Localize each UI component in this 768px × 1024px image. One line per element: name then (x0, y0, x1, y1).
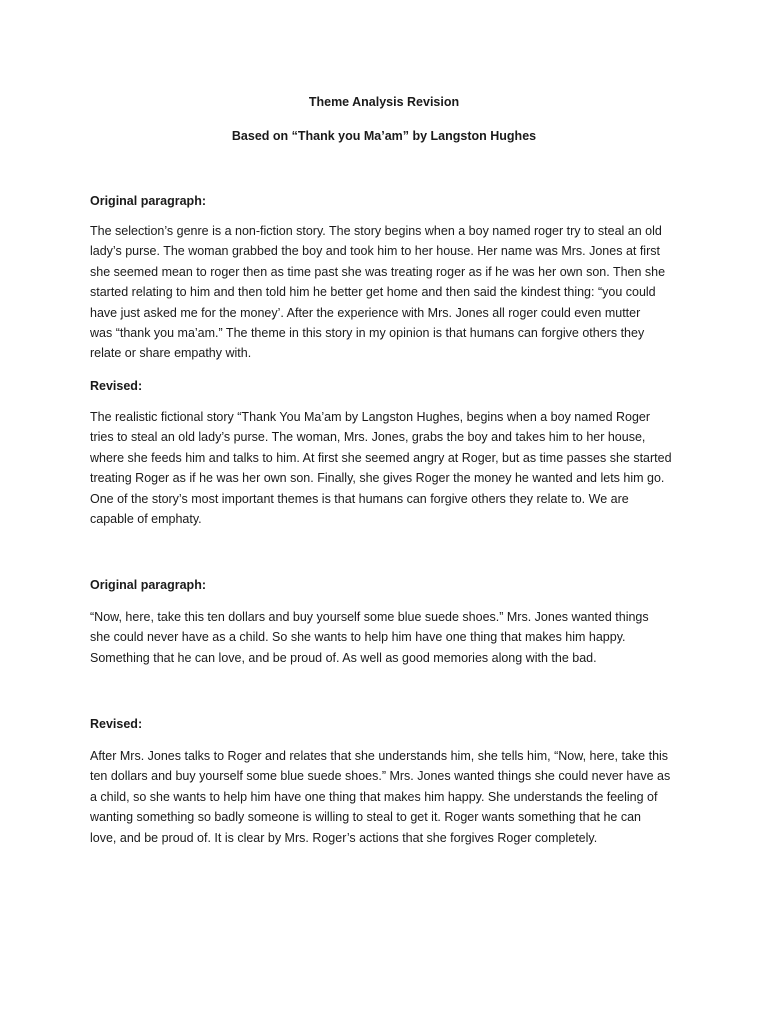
paragraph-line: wanting something so badly someone is willing to steal to get it. Roger wants something that he can (90, 810, 642, 825)
paragraph-line: love, and be proud of. It is clear by Mrs. Roger’s actions that she forgives Roger completely. (90, 830, 598, 845)
paragraph-revised-2 (90, 746, 690, 848)
paragraph-line: relate or share empathy with. (90, 346, 252, 361)
paragraph-line: started relating to him and then told him he better get home and then said the kindest thing: “you could (90, 285, 656, 300)
paragraph-line: After Mrs. Jones talks to Roger and relates that she understands him, she tells him, “Now, here, take this (90, 749, 669, 763)
paragraph-line: “Now, here, take this ten dollars and buy yourself some blue suede shoes.” Mrs. Jones wanted things (90, 610, 649, 624)
paragraph-line: lady’s purse. The woman grabbed the boy and took him to her house. Her name was Mrs. Jones at first (90, 244, 660, 259)
paragraph-line: Something that he can love, and be proud of. As well as good memories along with the bad. (90, 650, 597, 665)
paragraph-original-1 (90, 221, 690, 364)
section-heading-revised-2: Revised: (90, 717, 143, 731)
paragraph-line: tries to steal an old lady’s purse. The woman, Mrs. Jones, grabs the boy and takes him to her house, (90, 430, 646, 445)
paragraph-line: she could never have as a child. So she wants to help him have one thing that makes him happy. (90, 630, 626, 645)
section-heading-original-1: Original paragraph: (90, 194, 206, 208)
section-heading-revised-1: Revised: (90, 379, 143, 393)
document-subtitle: Based on “Thank you Ma’am” by Langston Hughes (231, 129, 537, 143)
paragraph-line: ten dollars and buy yourself some blue suede shoes.” Mrs. Jones wanted things she could never have as (90, 769, 671, 784)
paragraph-line: where she feeds him and talks to him. At first she seemed angry at Roger, but as time passes she started (90, 450, 672, 465)
paragraph-line: The selection’s genre is a non-fiction story. The story begins when a boy named roger try to steal an old (90, 224, 662, 238)
paragraph-line: she seemed mean to roger then as time past she was treating roger as if he was her own son. Then she (90, 264, 666, 279)
paragraph-line: The realistic fictional story “Thank You Ma’am by Langston Hughes, begins when a boy named Roger (90, 410, 651, 424)
paragraph-original-2 (90, 607, 690, 668)
paragraph-line: a child, so she wants to help him have one thing that makes him happy. She understands the feeling of (90, 789, 658, 804)
paragraph-revised-1 (90, 407, 690, 529)
paragraph-line: One of the story’s most important themes is that humans can forgive others they relate to. We are (90, 491, 629, 506)
document-title: Theme Analysis Revision (308, 95, 460, 109)
section-heading-original-2: Original paragraph: (90, 578, 206, 592)
paragraph-line: treating Roger as if he was her own son. Finally, she gives Roger the money he wanted and lets him go. (90, 471, 665, 486)
paragraph-line: have just asked me for the money’. After the experience with Mrs. Jones all roger could even mutter (90, 305, 641, 320)
paragraph-line: capable of emphaty. (90, 512, 202, 527)
paragraph-line: was “thank you ma’am.” The theme in this story in my opinion is that humans can forgive others they (90, 326, 645, 341)
